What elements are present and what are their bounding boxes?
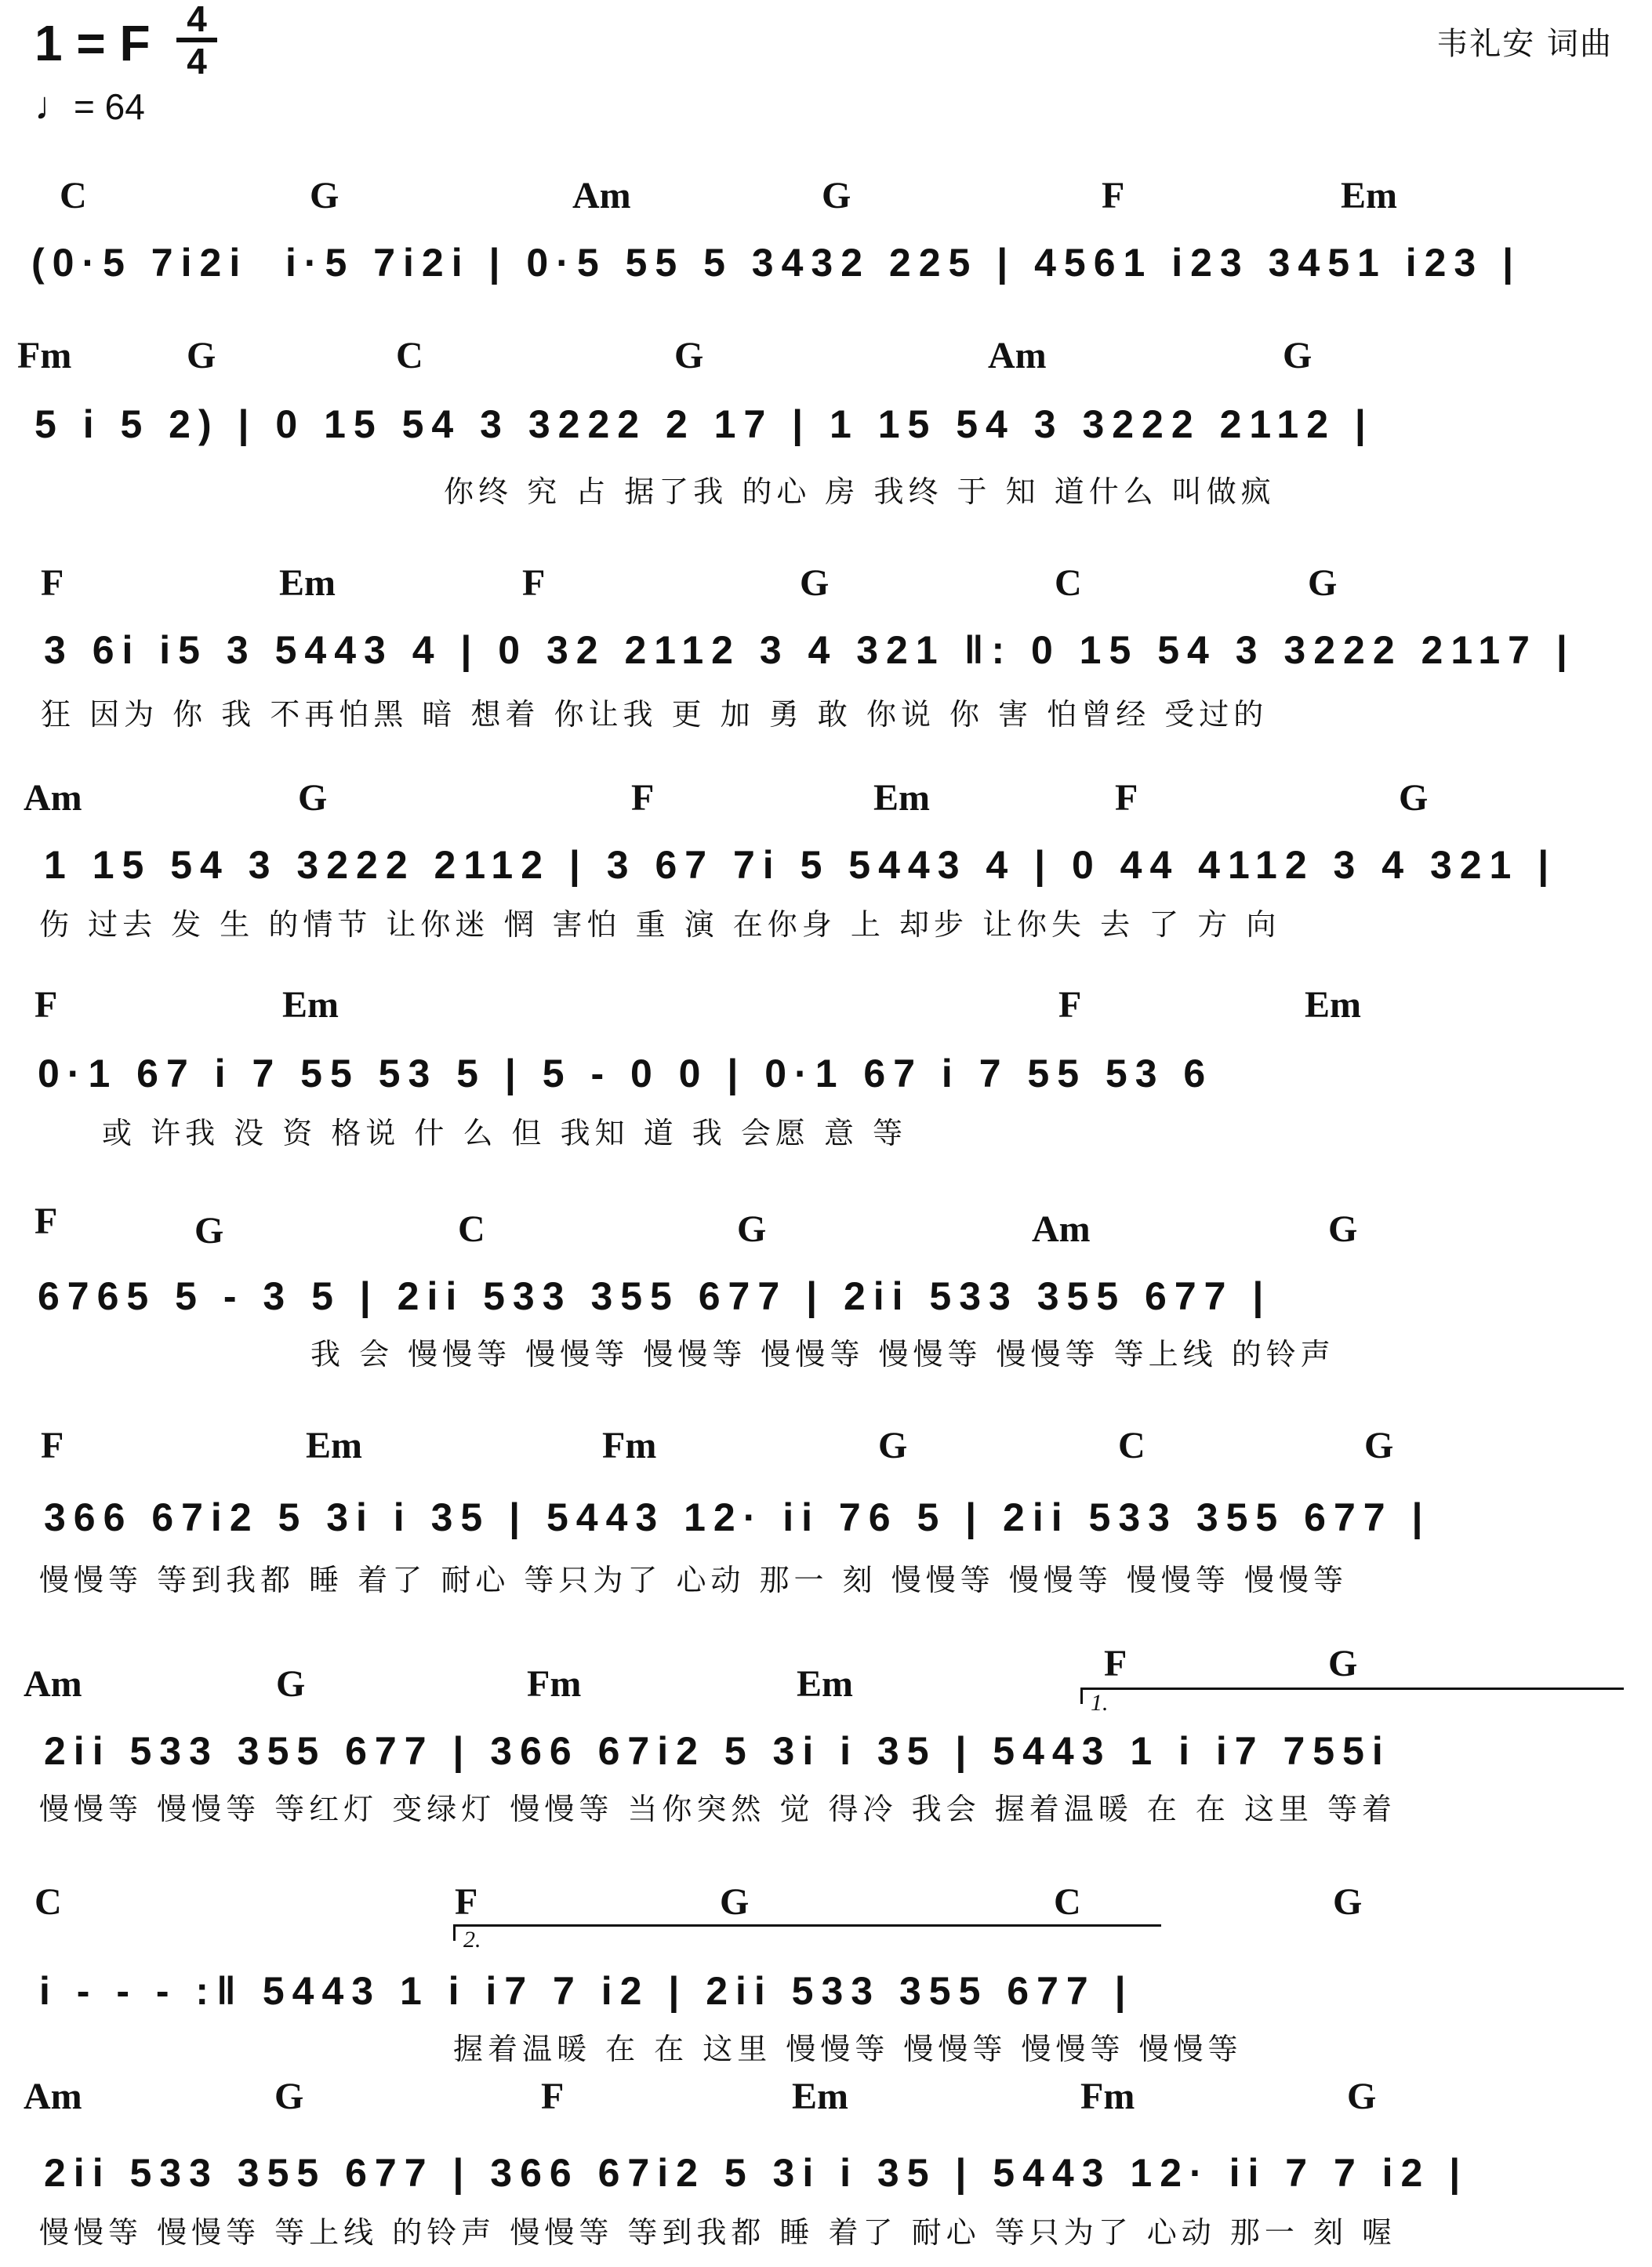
chord: G — [1308, 562, 1338, 604]
tempo-marking — [34, 83, 145, 129]
notation-line: (0·5 7i2i i·5 7i2i | 0·5 55 5 3432 225 | 4561 i23 3451 i23 | — [31, 241, 1522, 285]
chord: F — [1104, 1643, 1127, 1684]
score-system-4 — [0, 776, 1652, 949]
chord: G — [1333, 1881, 1363, 1923]
chord: Am — [572, 175, 631, 216]
notation-line: 2ii 533 355 677 | 366 67i2 5 3i i 35 | 5443 1 i i7 755i — [44, 1729, 1391, 1773]
quarter-note-icon: ♩ — [34, 84, 74, 128]
chord: C — [396, 335, 423, 376]
chord: C — [1055, 562, 1082, 604]
notation-line: 0·1 67 i 7 55 53 5 | 5 - 0 0 | 0·1 67 i 7 55 53 6 — [38, 1052, 1214, 1095]
chord: G — [298, 777, 328, 819]
time-signature — [176, 0, 217, 82]
lyrics-line: 慢慢等 慢慢等 等上线 的铃声 慢慢等 等到我都 睡 着了 耐心 等只为了 心动 那一 刻 喔 — [39, 2215, 1397, 2250]
notation-line: 3 6i i5 3 5443 4 | 0 32 2112 3 4 321 ‖: 0 15 54 3 3222 2117 | — [44, 628, 1575, 672]
chord: G — [1347, 2076, 1377, 2117]
score-system-10 — [0, 2075, 1652, 2255]
chord: F — [522, 562, 546, 604]
score-system-2 — [0, 334, 1652, 507]
chord: F — [541, 2076, 565, 2117]
chord: Em — [282, 984, 339, 1026]
chord: G — [720, 1881, 750, 1923]
chord: Fm — [1080, 2076, 1135, 2117]
chord: C — [34, 1881, 62, 1923]
chord: G — [800, 562, 830, 604]
chord: Am — [24, 1663, 82, 1705]
chord: Fm — [527, 1663, 582, 1705]
chord: Fm — [602, 1425, 657, 1466]
lyrics-line: 伤 过去 发 生 的情节 让你迷 惘 害怕 重 演 在你身 上 却步 让你失 去 了 方 向 — [39, 907, 1281, 942]
chord: G — [737, 1208, 767, 1250]
chord: Em — [873, 777, 930, 819]
chord: G — [194, 1210, 224, 1252]
notation-line: 366 67i2 5 3i i 35 | 5443 12· ii 76 5 | 2ii 533 355 677 | — [44, 1495, 1431, 1539]
chord: G — [674, 335, 704, 376]
chord: C — [60, 175, 87, 216]
chord: G — [187, 335, 216, 376]
tempo-value: = 64 — [74, 86, 145, 127]
chord: Em — [797, 1663, 853, 1705]
chord: F — [1102, 175, 1125, 216]
score-system-3 — [0, 561, 1652, 734]
chord: G — [274, 2076, 304, 2117]
key-signature: 1 = F — [34, 15, 151, 71]
chord: G — [878, 1425, 908, 1466]
lyrics-line: 你终 究 占 据了我 的心 房 我终 于 知 道什么 叫做疯 — [444, 474, 1276, 509]
notation-line: 1 15 54 3 3222 2112 | 3 67 7i 5 5443 4 | 0 44 4112 3 4 321 | — [44, 843, 1557, 887]
chord: Em — [306, 1425, 362, 1466]
chord: C — [1054, 1881, 1081, 1923]
chord: G — [1399, 777, 1429, 819]
chord: Em — [1341, 175, 1397, 216]
chord: G — [1364, 1425, 1394, 1466]
chord: F — [41, 562, 64, 604]
chord: G — [822, 175, 851, 216]
chord: G — [1328, 1208, 1358, 1250]
score-system-5 — [0, 983, 1652, 1156]
chord: G — [1283, 335, 1313, 376]
chord: C — [1118, 1425, 1146, 1466]
score-system-6 — [0, 1200, 1652, 1372]
lyrics-line: 慢慢等 等到我都 睡 着了 耐心 等只为了 心动 那一 刻 慢慢等 慢慢等 慢慢等 慢慢等 — [39, 1563, 1348, 1597]
notation-line: i - - - :‖ 5443 1 i i7 7 i2 | 2ii 533 355 677 | — [39, 1969, 1134, 2013]
lyrics-line: 狂 因为 你 我 不再怕黑 暗 想着 你让我 更 加 勇 敢 你说 你 害 怕曾经 受过的 — [41, 697, 1269, 732]
score-system-1 — [0, 174, 1652, 292]
chord: F — [455, 1881, 478, 1923]
author-credit: 韦礼安 词曲 — [1436, 26, 1613, 62]
notation-line: 2ii 533 355 677 | 366 67i2 5 3i i 35 | 5443 12· ii 7 7 i2 | — [44, 2151, 1469, 2195]
chord: G — [276, 1663, 306, 1705]
chord: G — [310, 175, 339, 216]
chord: Em — [792, 2076, 848, 2117]
score-system-8 — [0, 1643, 1652, 1835]
score-system-9 — [0, 1880, 1652, 2066]
chord: Em — [279, 562, 336, 604]
chord: Am — [24, 777, 82, 819]
lyrics-line: 握着温暖 在 在 这里 慢慢等 慢慢等 慢慢等 慢慢等 — [453, 2032, 1243, 2066]
chord: F — [34, 984, 58, 1026]
score-system-7 — [0, 1424, 1652, 1597]
chord: F — [1115, 777, 1138, 819]
chord: G — [1328, 1643, 1358, 1684]
chord: Fm — [17, 335, 72, 376]
time-signature-top: 4 — [187, 0, 207, 39]
chord: Am — [1032, 1208, 1091, 1250]
lyrics-line: 或 许我 没 资 格说 什 么 但 我知 道 我 会愿 意 等 — [102, 1116, 908, 1150]
chord: C — [458, 1208, 485, 1250]
chord: Am — [24, 2076, 82, 2117]
chord: F — [41, 1425, 64, 1466]
time-signature-bottom: 4 — [187, 41, 207, 82]
first-ending-bracket: 1. — [1080, 1688, 1624, 1704]
notation-line: 5 i 5 2) | 0 15 54 3 3222 2 17 | 1 15 54 3 3222 2112 | — [34, 402, 1374, 446]
chord: F — [34, 1201, 58, 1242]
second-ending-bracket: 2. — [453, 1924, 1161, 1941]
chord: F — [1058, 984, 1082, 1026]
chord: F — [631, 777, 655, 819]
lyrics-line: 慢慢等 慢慢等 等红灯 变绿灯 慢慢等 当你突然 觉 得冷 我会 握着温暖 在 在 这里 等着 — [39, 1792, 1397, 1826]
notation-line: 6765 5 - 3 5 | 2ii 533 355 677 | 2ii 533 355 677 | — [38, 1274, 1272, 1318]
chord: Em — [1305, 984, 1361, 1026]
chord: Am — [988, 335, 1047, 376]
lyrics-line: 我 会 慢慢等 慢慢等 慢慢等 慢慢等 慢慢等 慢慢等 等上线 的铃声 — [310, 1337, 1335, 1371]
